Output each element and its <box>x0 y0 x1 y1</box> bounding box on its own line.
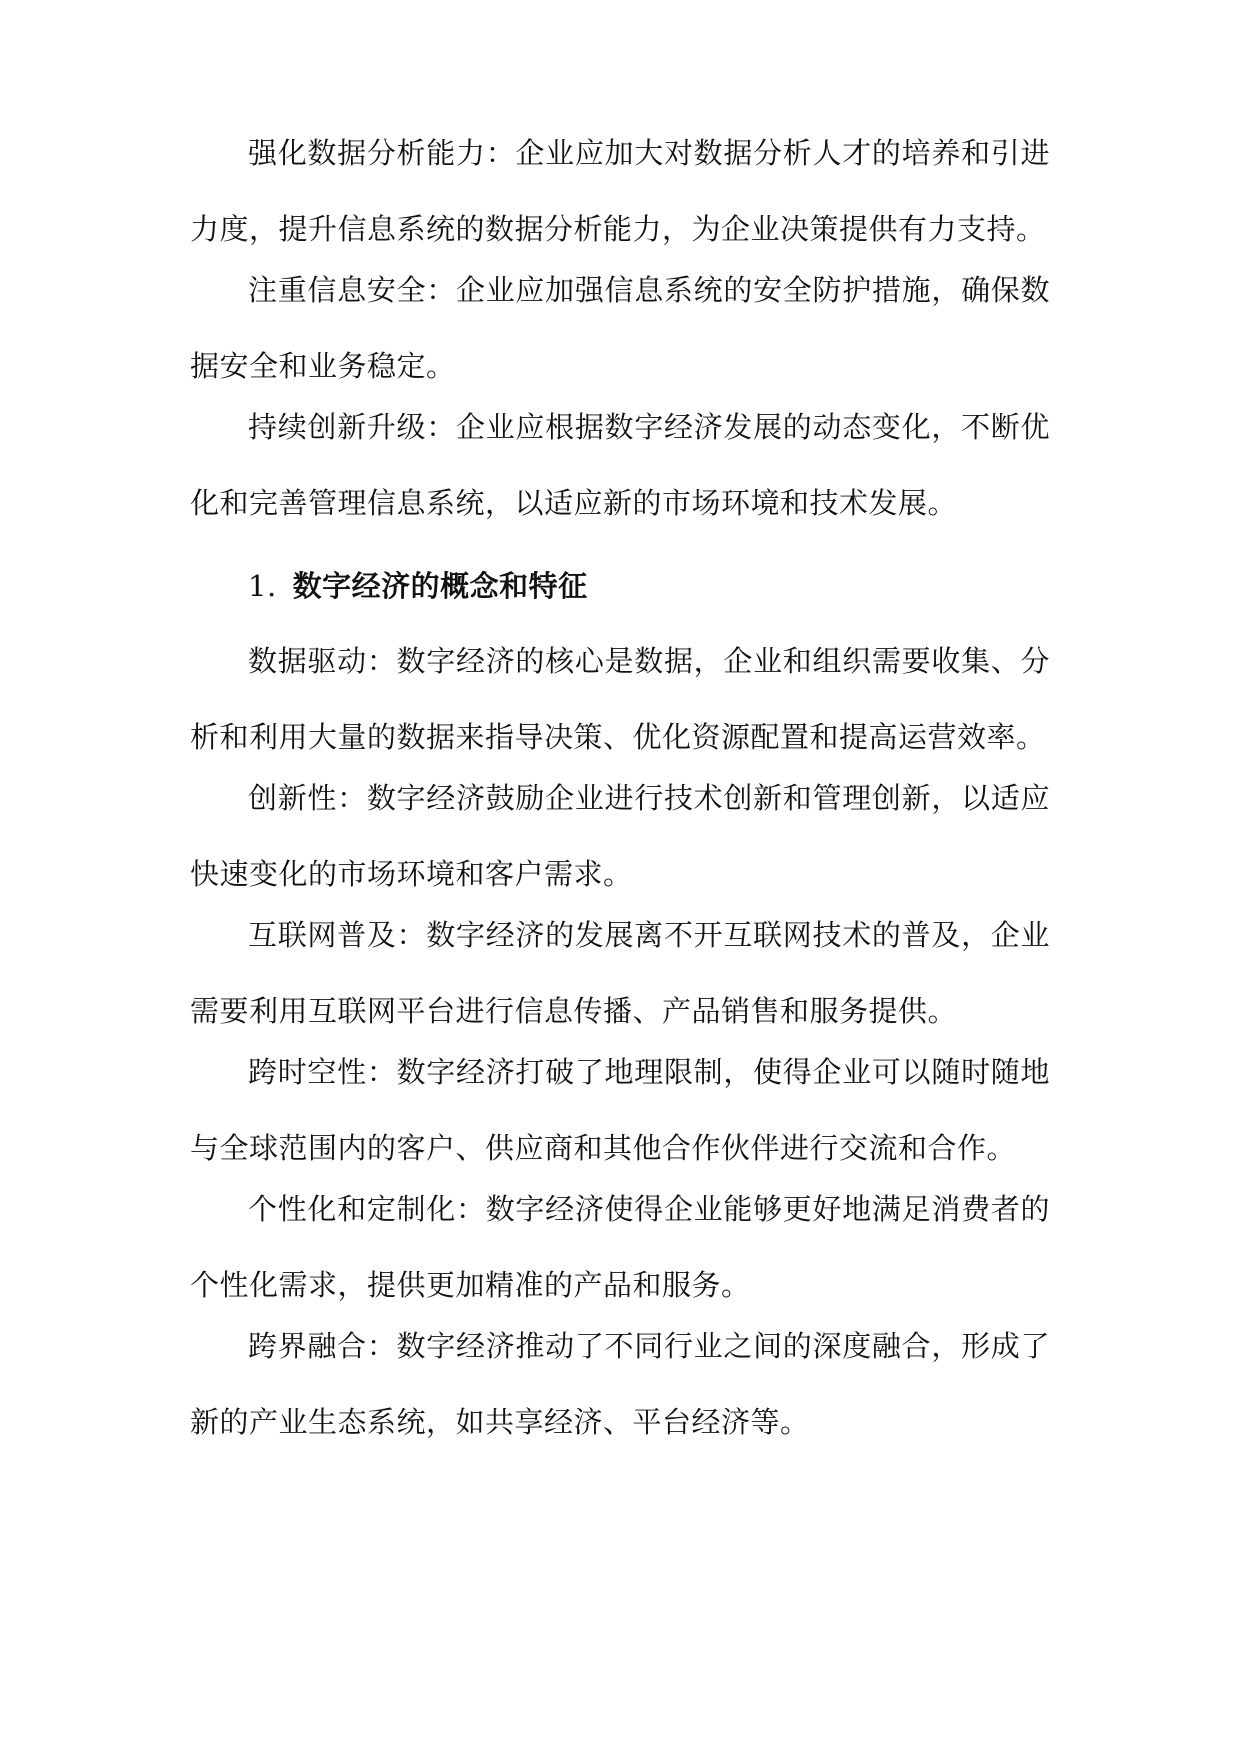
section-heading <box>248 566 588 606</box>
paragraph-data-analysis: 强化数据分析能力：企业应加大对数据分析人才的培养和引进力度，提升信息系统的数据分析能力，为企业决策提供有力支持。 <box>190 136 1050 246</box>
section-title: 数字经济的概念和特征 <box>292 569 588 603</box>
paragraph-continuous-innovation: 持续创新升级：企业应根据数字经济发展的动态变化，不断优化和完善管理信息系统，以适应新的市场环境和技术发展。 <box>190 410 1050 520</box>
paragraph-cross-industry: 跨界融合：数字经济推动了不同行业之间的深度融合，形成了新的产业生态系统，如共享经济、平台经济等。 <box>190 1329 1050 1439</box>
paragraph-cross-space-time: 跨时空性：数字经济打破了地理限制，使得企业可以随时随地与全球范围内的客户、供应商和其他合作伙伴进行交流和合作。 <box>190 1055 1050 1165</box>
section-number: 1. <box>248 569 277 603</box>
paragraph-info-security: 注重信息安全：企业应加强信息系统的安全防护措施，确保数据安全和业务稳定。 <box>190 273 1050 383</box>
paragraph-internet: 互联网普及：数字经济的发展离不开互联网技术的普及，企业需要利用互联网平台进行信息传播、产品销售和服务提供。 <box>190 918 1050 1028</box>
paragraph-data-driven: 数据驱动：数字经济的核心是数据，企业和组织需要收集、分析和利用大量的数据来指导决策、优化资源配置和提高运营效率。 <box>190 644 1050 754</box>
paragraph-personalization: 个性化和定制化：数字经济使得企业能够更好地满足消费者的个性化需求，提供更加精准的产品和服务。 <box>190 1192 1050 1302</box>
paragraph-innovation: 创新性：数字经济鼓励企业进行技术创新和管理创新，以适应快速变化的市场环境和客户需求。 <box>190 781 1050 891</box>
